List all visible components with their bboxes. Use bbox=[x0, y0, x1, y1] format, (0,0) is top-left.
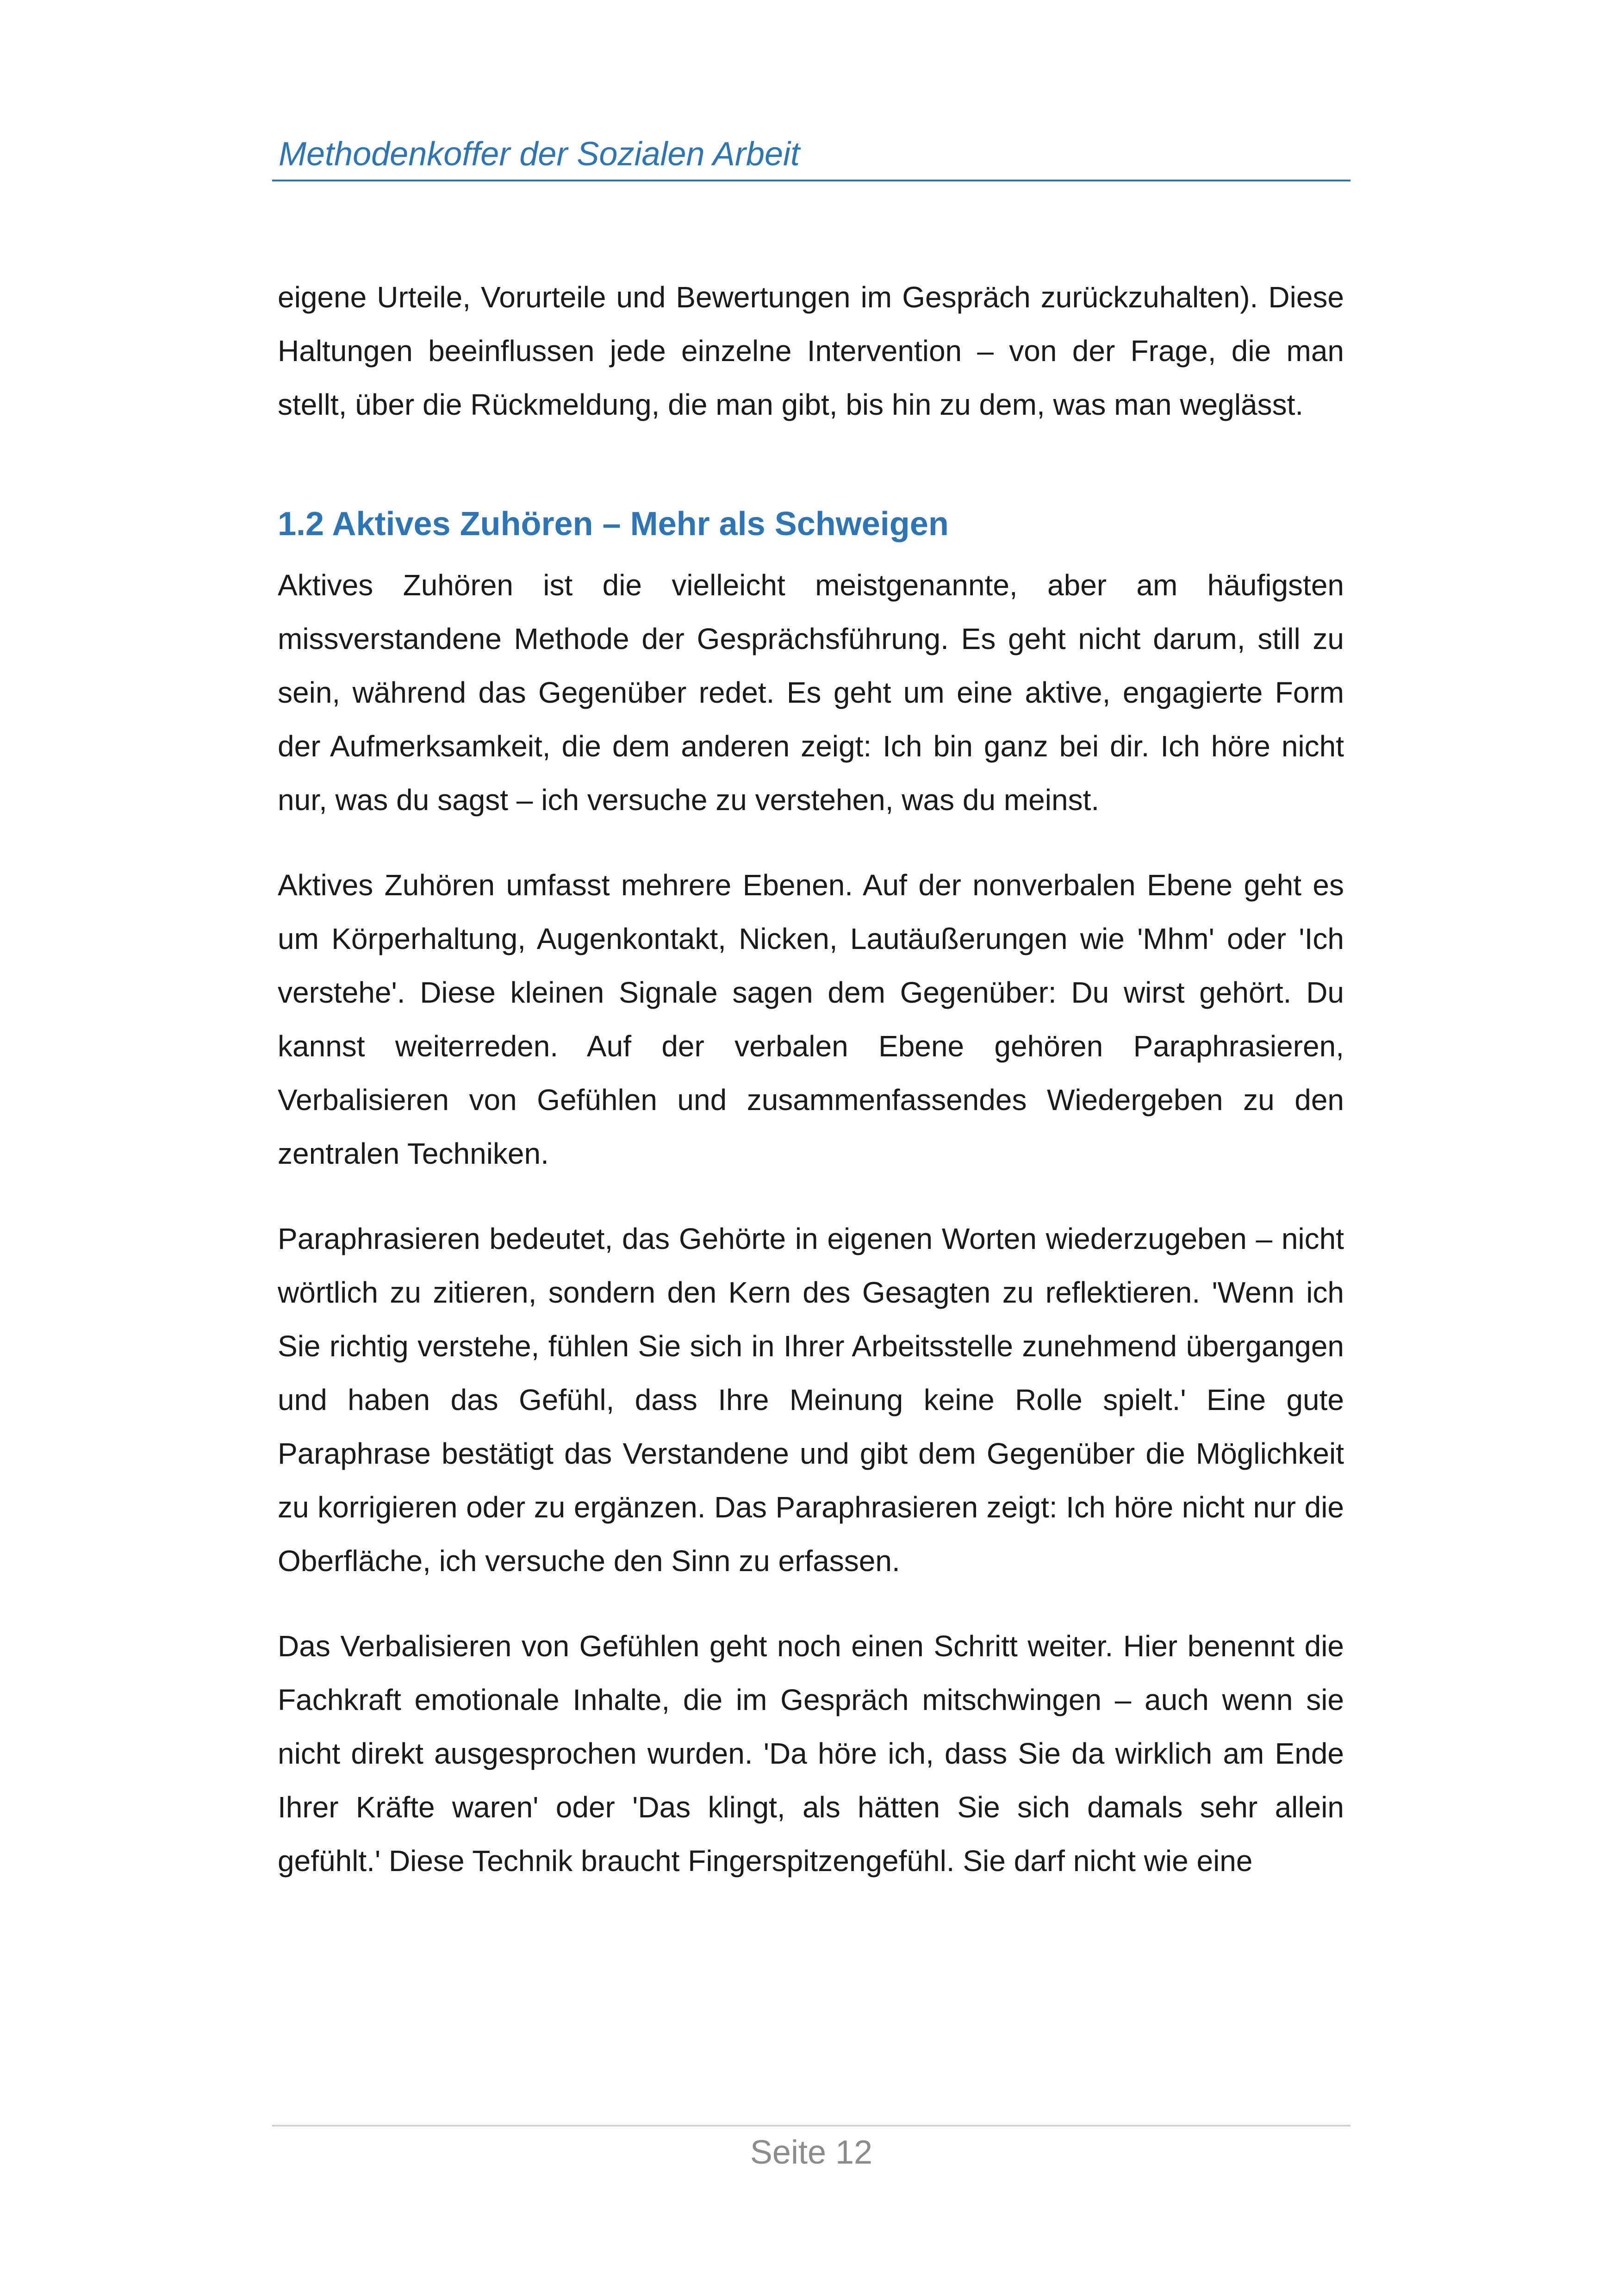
footer-rule bbox=[272, 2125, 1350, 2127]
page-body bbox=[278, 270, 1344, 1888]
running-header-title: Methodenkoffer der Sozialen Arbeit bbox=[279, 136, 800, 173]
intro-paragraph: eigene Urteile, Vorurteile und Bewertungen im Gespräch zurückzuhalten). Diese Haltungen beeinflussen jede einzelne Intervention – von der Frage, die man stellt, über die Rückmeldung, die man gibt, bis hin zu dem, was man weglässt. bbox=[278, 281, 1344, 421]
page-number: Seite 12 bbox=[750, 2134, 873, 2171]
body-paragraph-4: Das Verbalisieren von Gefühlen geht noch einen Schritt weiter. Hier benennt die Fachkraft emotionale Inhalte, die im Gespräch mitschwingen – auch wenn sie nicht direkt ausgesprochen wurden. 'Da höre ich, dass Sie da wirklich am Ende Ihrer Kräfte waren' oder 'Das klingt, als hätten Sie sich damals sehr allein gefühlt.' Diese Technik braucht Fingerspitzengefühl. Sie darf nicht wie eine bbox=[278, 1629, 1344, 1878]
body-paragraph-2: Aktives Zuhören umfasst mehrere Ebenen. Auf der nonverbalen Ebene geht es um Körperhaltung, Augenkontakt, Nicken, Lautäußerungen wie 'Mhm' oder 'Ich verstehe'. Diese kleinen Signale sagen dem Gegenüber: Du wirst gehört. Du kannst weiterreden. Auf der verbalen Ebene gehören Paraphrasieren, Verbalisieren von Gefühlen und zusammenfassendes Wiedergeben zu den zentralen Techniken. bbox=[278, 868, 1344, 1170]
section-heading: 1.2 Aktives Zuhören – Mehr als Schweigen bbox=[278, 505, 949, 543]
body-paragraph-1: Aktives Zuhören ist die vielleicht meistgenannte, aber am häufigsten missverstandene Methode der Gesprächsführung. Es geht nicht darum, still zu sein, während das Gegenüber redet. Es geht um eine aktive, engagierte Form der Aufmerksamkeit, die dem anderen zeigt: Ich bin ganz bei dir. Ich höre nicht nur, was du sagst – ich versuche zu verstehen, was du meinst. bbox=[278, 568, 1344, 817]
body-paragraph-3: Paraphrasieren bedeutet, das Gehörte in eigenen Worten wiederzugeben – nicht wörtlich zu zitieren, sondern den Kern des Gesagten zu reflektieren. 'Wenn ich Sie richtig verstehe, fühlen Sie sich in Ihrer Arbeitsstelle zunehmend übergangen und haben das Gefühl, dass Ihre Meinung keine Rolle spielt.' Eine gute Paraphrase bestätigt das Verstandene und gibt dem Gegenüber die Möglichkeit zu korrigieren oder zu ergänzen. Das Paraphrasieren zeigt: Ich höre nicht nur die Oberfläche, ich versuche den Sinn zu erfassen. bbox=[278, 1222, 1344, 1578]
running-header bbox=[272, 130, 1350, 181]
